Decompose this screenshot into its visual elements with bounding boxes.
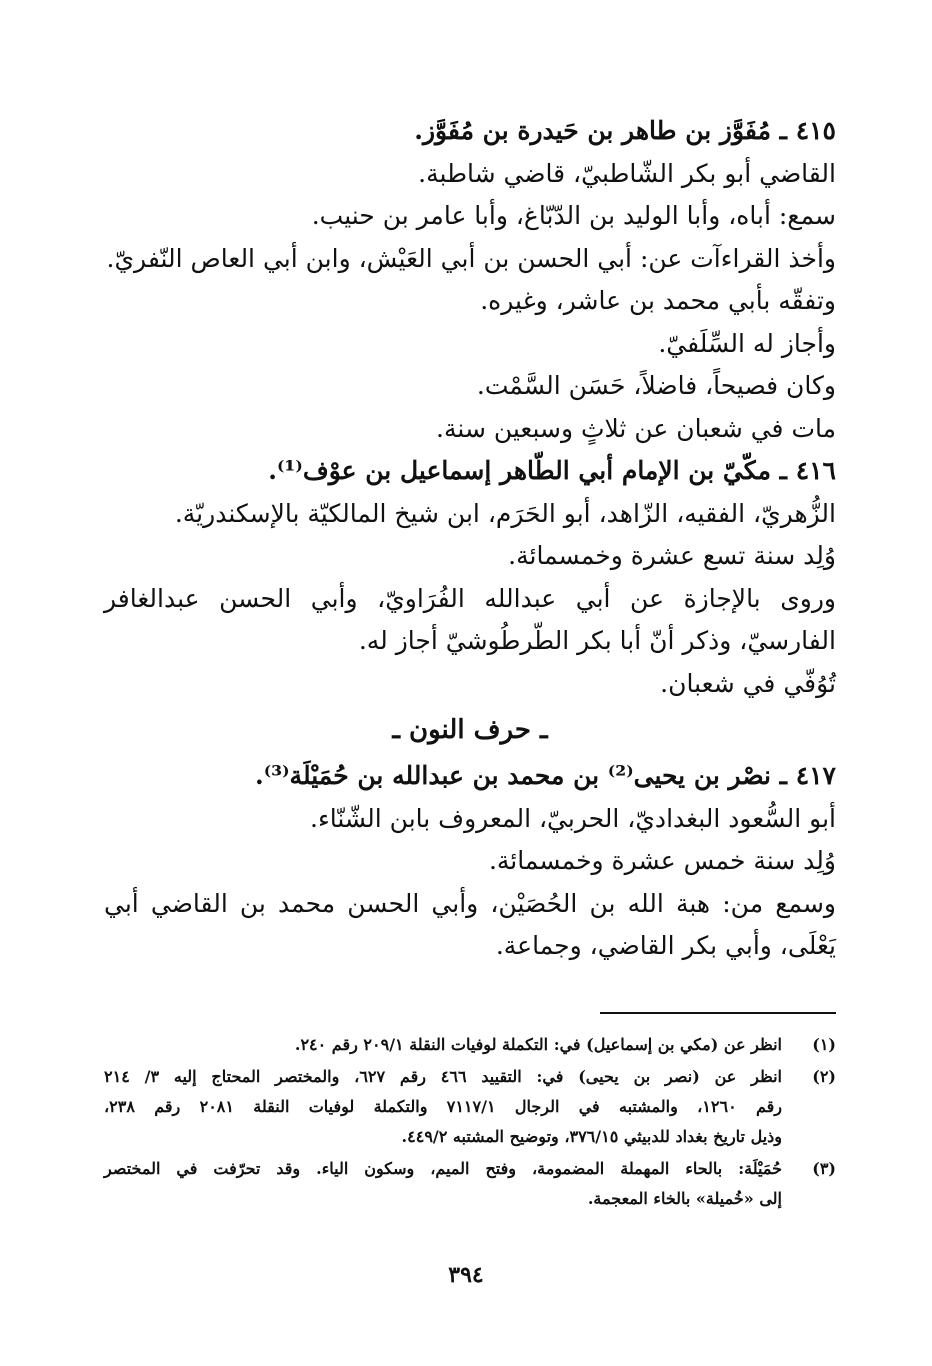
entry-415-line: مات في شعبان عن ثلاثٍ وسبعين سنة.: [436, 413, 836, 443]
entry-415-line: وأخذ القراءآت عن: أبي الحسن بن أبي العَيْش، وابن أبي العاص النّفريّ.: [106, 243, 836, 273]
entry-415-line: وكان فصيحاً، فاضلاً، حَسَن السَّمْت.: [476, 371, 836, 400]
entry-415-line: وتفقّه بأبي محمد بن عاشر، وغيره.: [480, 286, 836, 315]
entry-416-line: الزُّهريّ، الفقيه، الزّاهد، أبو الحَرَم، ابن شيخ المالكيّة بالإسكندريّة.: [174, 498, 836, 528]
footnotes: [104, 1030, 836, 1216]
entry-416-line: وُلِد سنة تسع عشرة وخمسمائة.: [508, 541, 836, 570]
footnote-line: إلى «خُميلة» بالخاء المعجمة.: [587, 1189, 782, 1208]
footnote-number: (٢): [812, 1067, 836, 1086]
entry-417-line: أبو السُّعود البغداديّ، الحربيّ، المعروف بابن الشّنّاء.: [310, 803, 836, 833]
entry-416-line: تُوُفّي في شعبان.: [660, 668, 836, 698]
main-text: [104, 110, 836, 968]
footnote: [104, 1062, 836, 1152]
footnote-text: [104, 1154, 782, 1214]
entry-417-line: وسمع من: هبة الله بن الحُصَيْن، وأبي الحسن محمد بن القاضي أبي: [104, 888, 836, 918]
entry-415-heading: ٤١٥ ـ مُفَوَّز بن طاهر بن حَيدرة بن مُفَوَّز.: [414, 116, 836, 145]
footnote-text: [104, 1062, 782, 1152]
footnote-line: حُمَيْلَة: بالحاء المهملة المضمومة، وفتح الميم، وسكون الياء. وقد تحرّفت في المختصر: [104, 1159, 782, 1178]
section-heading: ـ حرف النون ـ: [392, 715, 548, 745]
footnote-line: رقم ١٢٦٠، والمشتبه في الرجال ٧١١٧/١ والتكملة لوفيات النقلة ٢٠٨١ رقم ٢٣٨،: [104, 1097, 782, 1116]
entry-417-line: وُلِد سنة خمس عشرة وخمسمائة.: [488, 846, 836, 875]
footnote-text: [104, 1030, 782, 1060]
footnote-separator: [600, 1012, 836, 1014]
entry-416-line: الفارسيّ، وذكر أنّ أبا بكر الطّرطُوشيّ أجاز له.: [358, 626, 836, 655]
page-number: ٣٩٤: [448, 1262, 484, 1288]
footnote-line: انظر عن (نصر بن يحيى) في: التقييد ٤٦٦ رقم ٦٢٧، والمختصر المحتاج إليه ٣/ ٢١٤: [104, 1067, 782, 1086]
footnote-number: (١): [812, 1035, 836, 1054]
entry-415-line: وأجاز له السِّلَفيّ.: [658, 328, 836, 358]
entry-417-line: يَعْلَى، وأبي بكر القاضي، وجماعة.: [495, 931, 836, 960]
entry-415-line: سمع: أباه، وأبا الوليد بن الدّبّاغ، وأبا عامر بن حنيب.: [311, 201, 836, 230]
entry-417-heading: ٤١٧ ـ نصْر بن يحيى⁽²⁾ بن محمد بن عبدالله بن حُمَيْلَة⁽³⁾.: [255, 761, 836, 790]
entry-416-heading: ٤١٦ ـ مكّيّ بن الإمام أبي الطّاهر إسماعيل بن عوْف⁽¹⁾.: [268, 456, 836, 485]
entry-416-line: وروى بالإجازة عن أبي عبدالله الفُرَاويّ، وأبي الحسن عبدالغافر: [104, 583, 836, 613]
footnote-line: وذيل تاريخ بغداد للدبيثي ٣٧٦/١٥، وتوضيح المشتبه ٤٤٩/٢.: [401, 1127, 782, 1146]
footnote-number: (٣): [812, 1159, 836, 1178]
footnote: [104, 1030, 836, 1060]
entry-415-line: القاضي أبو بكر الشّاطبيّ، قاضي شاطبة.: [418, 158, 836, 188]
footnote: [104, 1154, 836, 1214]
footnote-line: انظر عن (مكي بن إسماعيل) في: التكملة لوفيات النقلة ٢٠٩/١ رقم ٢٤٠.: [294, 1035, 782, 1054]
